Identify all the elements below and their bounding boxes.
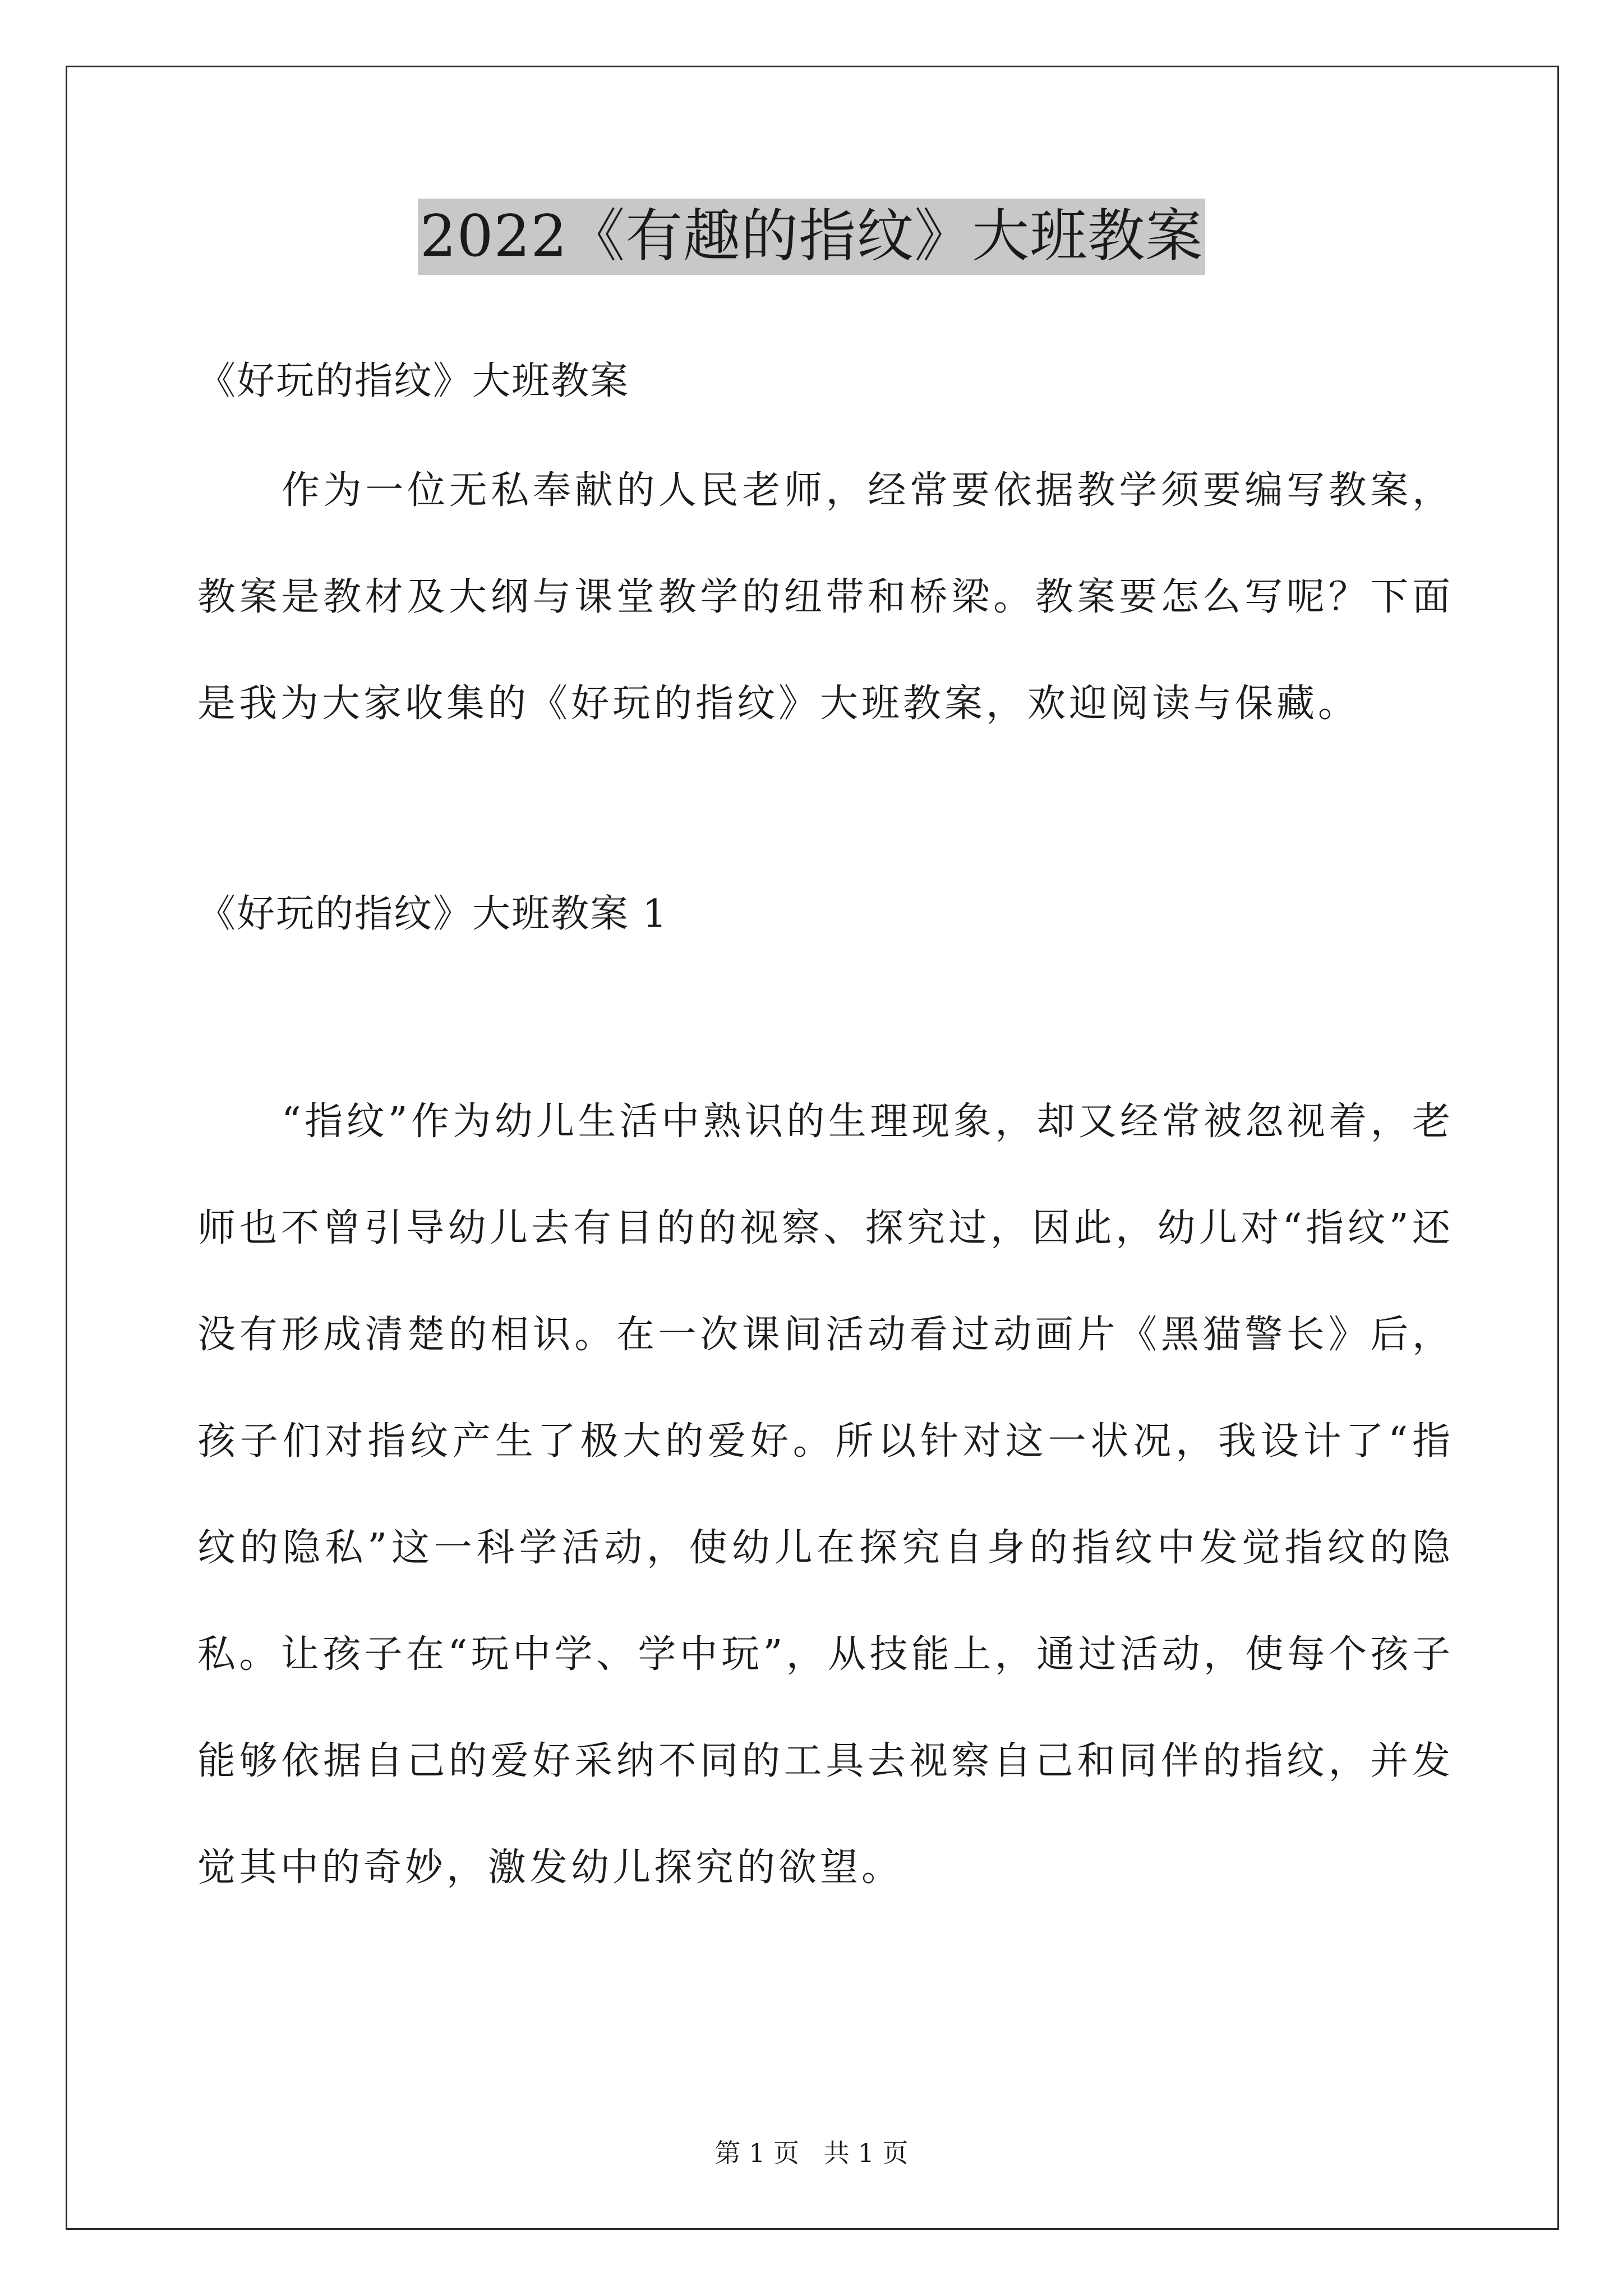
page-footer: 第 1 页 共 1 页: [714, 2138, 909, 2168]
intro-paragraph: 作为一位无私奉献的人民老师，经常要依据教学须要编写教案，教案是教材及大纲与课堂教学的纽带和桥梁。教案要怎么写呢？下面是我为大家收集的《好玩的指纹》大班教案，欢迎阅读与保藏。: [197, 468, 1454, 726]
document-title-text: 2022《有趣的指纹》大班教案: [418, 199, 1206, 275]
section-1-heading: 《好玩的指纹》大班教案 1: [197, 892, 668, 936]
section-1-paragraph: “指纹”作为幼儿生活中熟识的生理现象，却又经常被忽视着，老师也不曾引导幼儿去有目的的视察、探究过，因此，幼儿对“指纹”还没有形成清楚的相识。在一次课间活动看过动画片《黑猫警长》后，孩子们对指纹产生了极大的爱好。所以针对这一状况，我设计了“指纹的隐私”这一科学活动，使幼儿在探究自身的指纹中发觉指纹的隐私。让孩子在“玩中学、学中玩”，从技能上，通过活动，使每个孩子能够依据自己的爱好采纳不同的工具去视察自己和同伴的指纹，并发觉其中的奇妙，激发幼儿探究的欲望。: [197, 1099, 1454, 1890]
document-title: [0, 199, 1623, 275]
intro-heading: 《好玩的指纹》大班教案: [197, 359, 630, 403]
